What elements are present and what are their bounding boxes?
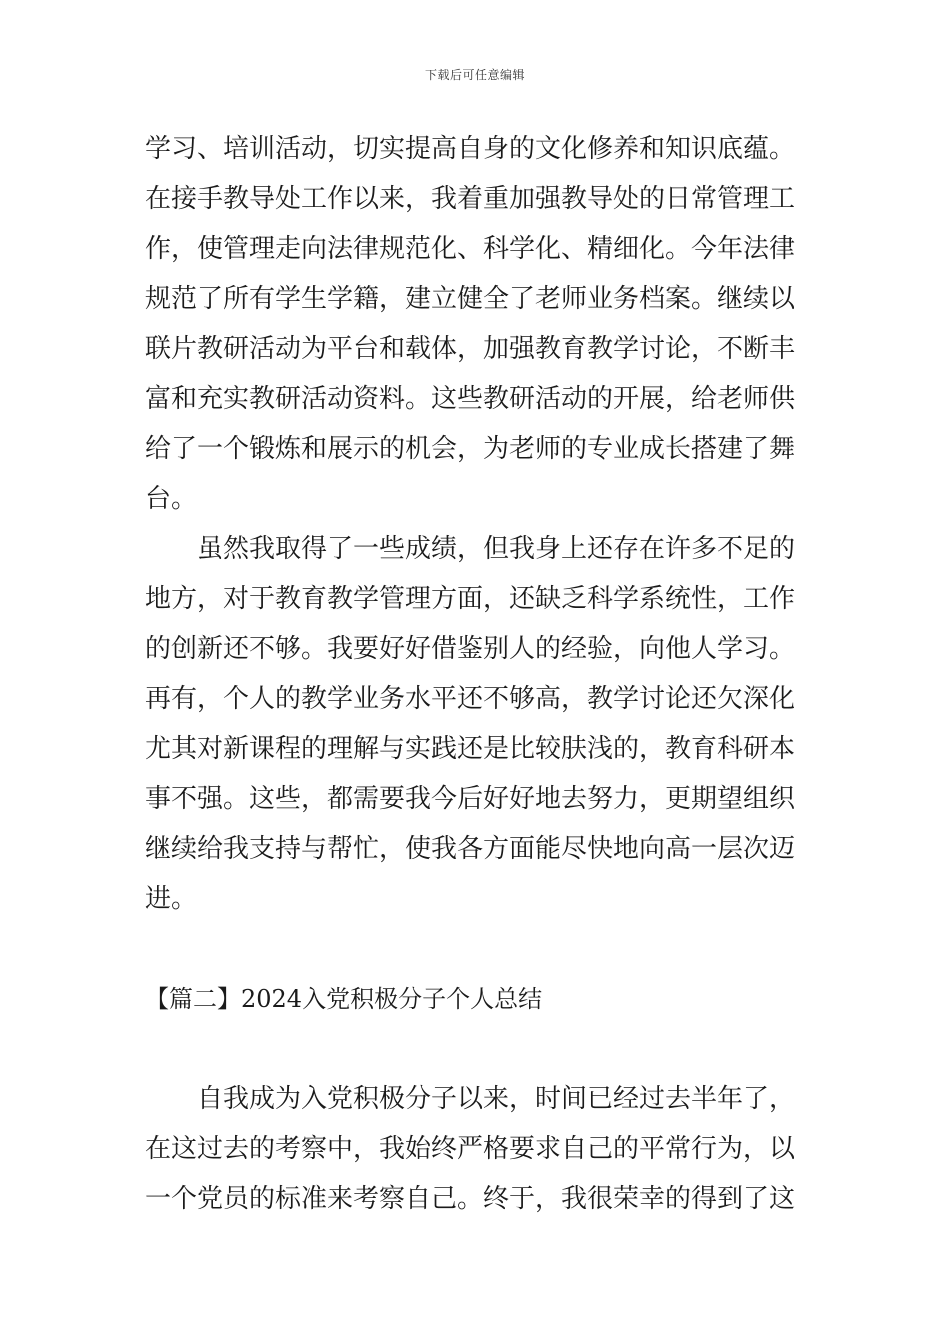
paragraph-1: [145, 124, 809, 524]
paragraph-3: [145, 1074, 809, 1224]
text-line: 再有，个人的教学业务水平还不够高，教学讨论还欠深化: [145, 684, 796, 714]
text-line: 自我成为入党积极分子以来，时间已经过去半年了，: [197, 1084, 796, 1114]
text-line: 台。: [145, 484, 198, 514]
text-line: 联片教研活动为平台和载体，加强教育教学讨论，不断丰: [145, 334, 796, 364]
spacer: [145, 924, 809, 974]
text-line: 地方，对于教育教学管理方面，还缺乏科学系统性，工作: [145, 584, 796, 614]
text-line: 在这过去的考察中，我始终严格要求自己的平常行为，以: [145, 1134, 796, 1164]
text-line: 富和充实教研活动资料。这些教研活动的开展，给老师供: [145, 384, 796, 414]
document-body: [145, 124, 809, 1224]
text-line: 尤其对新课程的理解与实践还是比较肤浅的，教育科研本: [145, 734, 796, 764]
text-line: 学习、培训活动，切实提高自身的文化修养和知识底蕴。: [145, 134, 796, 164]
text-line: 继续给我支持与帮忙，使我各方面能尽快地向高一层次迈: [145, 834, 796, 864]
spacer: [145, 1024, 809, 1074]
text-line: 的创新还不够。我要好好借鉴别人的经验，向他人学习。: [145, 634, 796, 664]
text-line: 给了一个锻炼和展示的机会，为老师的专业成长搭建了舞: [145, 434, 796, 464]
text-line: 进。: [145, 884, 198, 914]
page-header-note: 下载后可任意编辑: [424, 68, 525, 82]
text-line: 规范了所有学生学籍，建立健全了老师业务档案。继续以: [145, 284, 796, 314]
text-line: 作，使管理走向法律规范化、科学化、精细化。今年法律: [145, 234, 796, 264]
text-line: 在接手教导处工作以来，我着重加强教导处的日常管理工: [145, 184, 796, 214]
text-line: 一个党员的标准来考察自己。终于，我很荣幸的得到了这: [145, 1184, 796, 1214]
paragraph-2: [145, 524, 809, 924]
section-title: 【篇二】2024入党积极分子个人总结: [145, 985, 543, 1013]
text-line: 虽然我取得了一些成绩，但我身上还存在许多不足的: [197, 534, 796, 564]
text-line: 事不强。这些，都需要我今后好好地去努力，更期望组织: [145, 784, 796, 814]
